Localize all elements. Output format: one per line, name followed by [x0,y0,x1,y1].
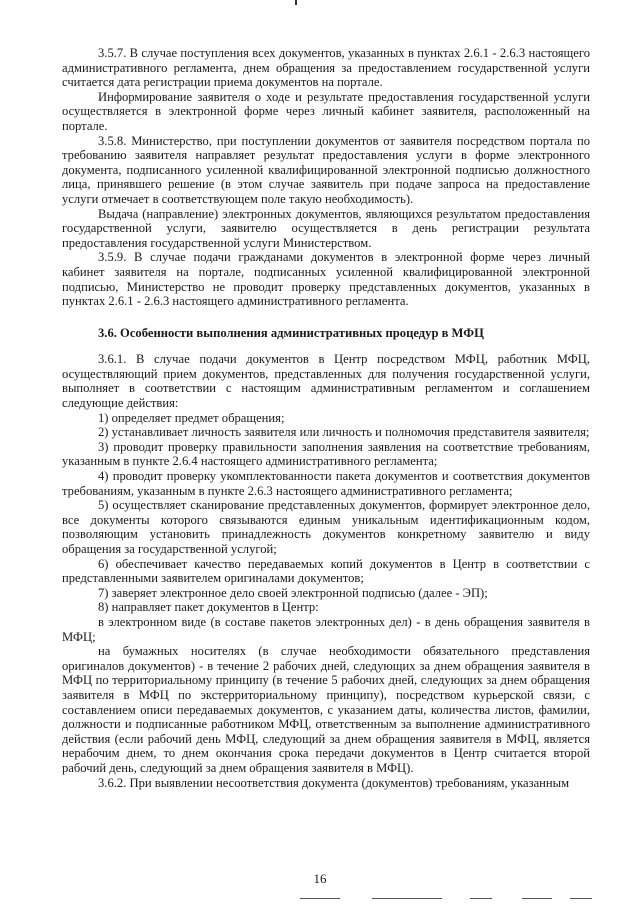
paragraph-3-6-2: 3.6.2. При выявлении несоответствия документа (документов) требованиям, указанным [98,775,570,790]
scan-edge-line [372,898,442,899]
scan-edge-line [300,898,340,899]
scan-edge-line [470,898,492,899]
paragraph-3-6-1: 3.6.1. В случае подачи документов в Центр посредством МФЦ, работник МФЦ, осуществляющий прием документов, представленных для получения государственной услуги, выполняет в соответствии с настоящим административным регламентом и соглашением следующие действия: [62,352,590,411]
list-item-4: 4) проводит проверку укомплектованности пакета документов и соответствия документов требованиям, указанным в пункте 2.6.3 настоящего административного регламента; [62,469,590,498]
list-item-3: 3) проводит проверку правильности заполнения заявления на соответствие требованиям, указанным в пункте 2.6.4 настоящего административного регламента; [62,439,590,469]
scan-edge-line [522,898,552,899]
paragraph-electronic: в электронном виде (в составе пакетов электронных дел) - в день обращения заявителя в МФЦ; [62,614,590,644]
list-item-6: 6) обеспечивает качество передаваемых копий документов в Центр в соответствии с представленными заявителем оригиналами документов; [62,556,590,586]
paragraph-informing: Информирование заявителя о ходе и результате предоставления государственной услуги осуществляется в электронной форме через личный кабинет заявителя, расположенный на портале. [62,89,590,133]
page-number: 16 [313,871,327,886]
paragraph-paper: на бумажных носителях (в случае необходимости обязательного представления оригиналов документов) - в течение 2 рабочих дней, следующих за днем обращения заявителя в МФЦ по территориальному принципу (в течение 5 рабочих дней, следующих за днем обращения заявителя в МФЦ по экстерриториальному принципу), посредством курьерской связи, с составлением описи передаваемых документов, с указанием даты, количества листов, фамилии, должности и подписанные работником МФЦ, ответственным за выполнение административного действия (если рабочий день МФЦ, следующий за днем обращения заявителя в МФЦ, является нерабочим днем, то днем окончания срока передачи документов в Центр считается второй рабочий день, следующий за днем обращения заявителя в МФЦ). [62,644,590,775]
list-item-2: 2) устанавливает личность заявителя или личность и полномочия представителя заявителя; [98,425,590,440]
page-body [62,46,590,790]
paragraph-issuance: Выдача (направление) электронных документов, являющихся результатом предоставления государственной услуги, заявителю осуществляется в день регистрации результата предоставления государственной услуги Министерством. [62,206,590,250]
paragraph-3-5-7: 3.5.7. В случае поступления всех документов, указанных в пунктах 2.6.1 - 2.6.3 настоящего административного регламента, днем обращения за предоставлением государственной услуги считается дата регистрации приема документов на портале. [62,46,590,90]
list-item-7: 7) заверяет электронное дело своей электронной подписью (далее - ЭП); [98,585,488,600]
section-heading: 3.6. Особенности выполнения административных процедур в МФЦ [98,325,484,340]
list-item-1: 1) определяет предмет обращения; [98,410,285,425]
paragraph-3-5-9: 3.5.9. В случае подачи гражданами документов в электронной форме через личный кабинет заявителя на портале, подписанных усиленной квалифицированной электронной подписью, Министерство не проводит проверку представленных документов, указанных в пунктах 2.6.1 - 2.6.3 настоящего административного регламента. [62,250,590,309]
list-item-5: 5) осуществляет сканирование представленных документов, формирует электронное дело, все документы которого связываются единым уникальным идентификационным кодом, позволяющим установить принадлежность документов конкретному заявителю и виду обращения за государственной услугой; [62,498,590,556]
scan-mark [295,0,297,5]
scan-edge-line [570,898,592,899]
list-item-8: 8) направляет пакет документов в Центр: [98,600,319,615]
paragraph-3-5-8: 3.5.8. Министерство, при поступлении документов от заявителя посредством портала по требованию заявителя направляет результат предоставления услуги в форме электронного документа, подписанного усиленной квалифицированной электронной подписью должностного лица, принявшего решение (в этом случае заявитель при подаче запроса на предоставление услуги отмечает в соответствующем поле такую необходимость). [62,133,590,206]
